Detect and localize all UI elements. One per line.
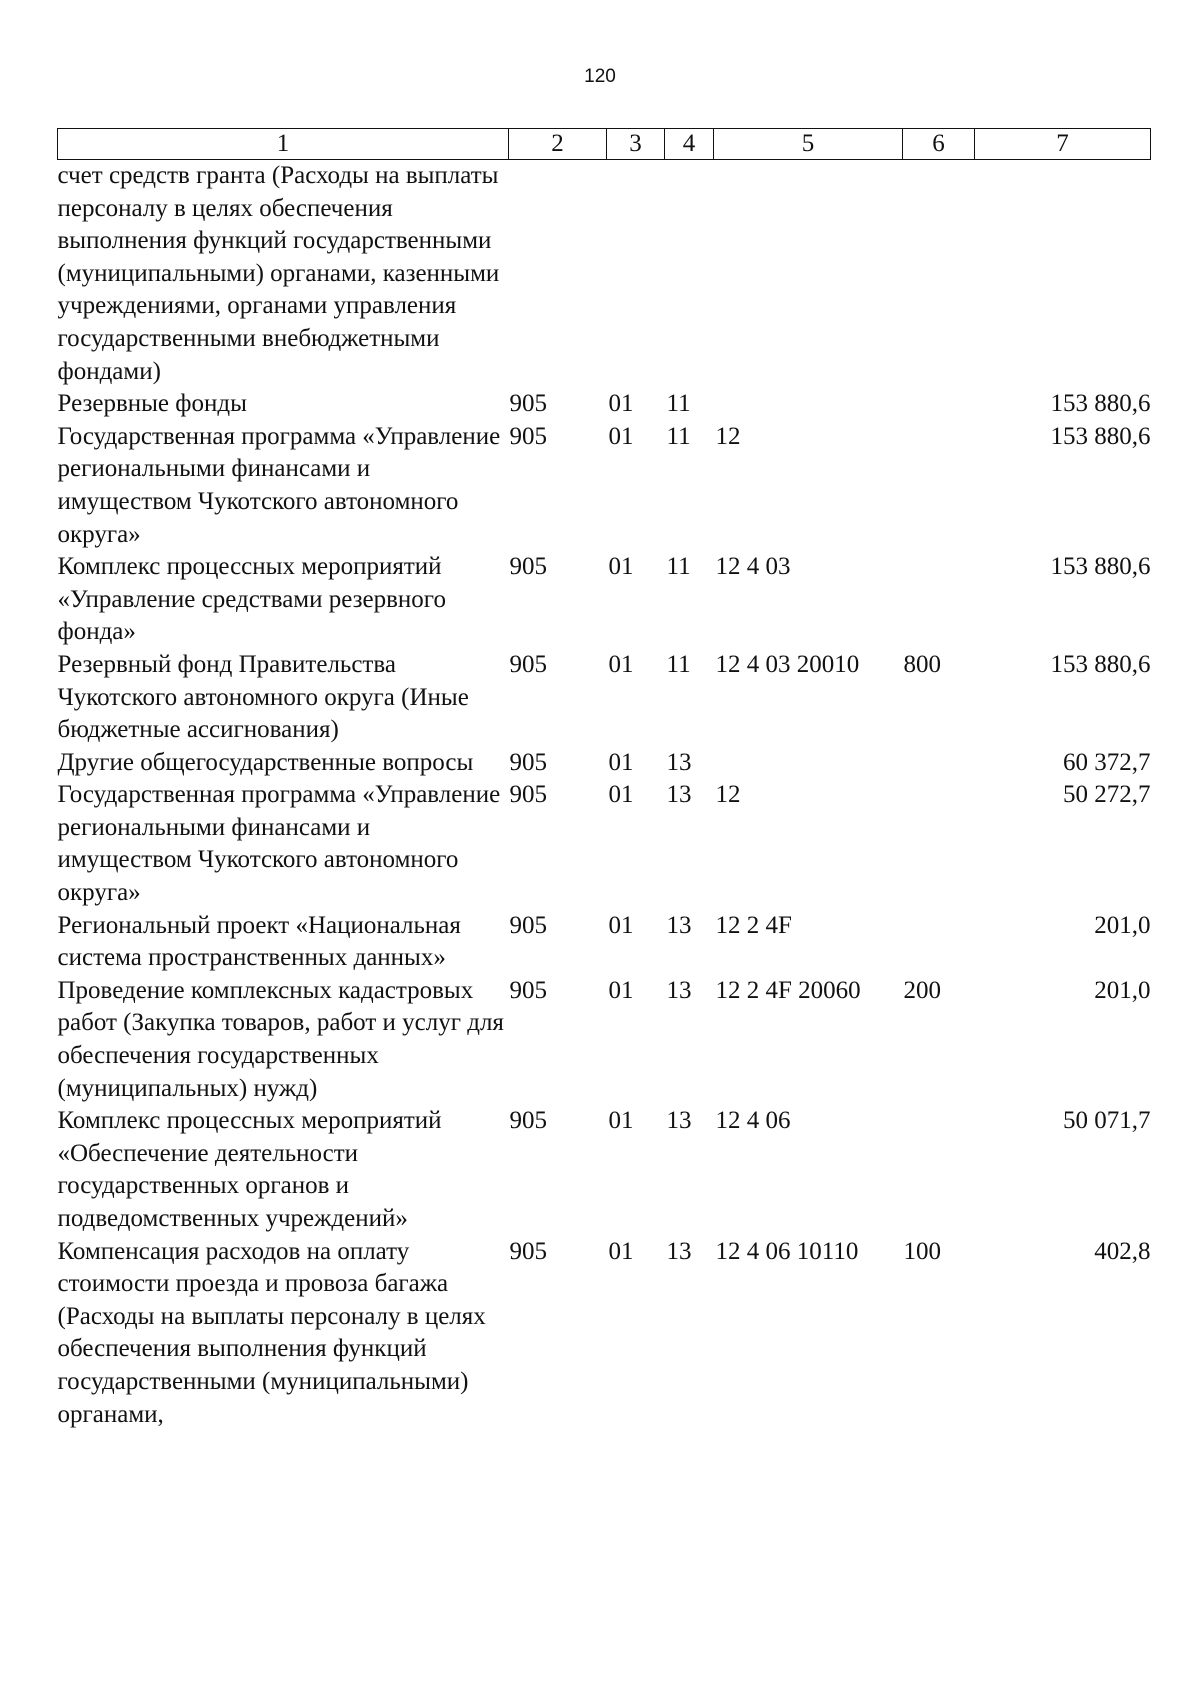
- row-vr: [903, 388, 975, 421]
- header-col-1: 1: [58, 129, 509, 160]
- row-sum: 50 071,7: [1063, 1107, 1151, 1135]
- header-col-2: 2: [509, 129, 607, 160]
- row-gr: 905: [509, 422, 547, 450]
- row-gr: [509, 160, 607, 389]
- row-sum: [975, 160, 1151, 389]
- row-name: Региональный проект «Национальная система пространственных данных»: [57, 911, 461, 972]
- row-name: Государственная программа «Управление региональными финансами и имуществом Чукотского автономного округа»: [57, 781, 501, 907]
- row-pr: 13: [666, 911, 692, 939]
- row-name: Резервный фонд Правительства Чукотского автономного округа (Иные бюджетные ассигнования): [57, 650, 469, 744]
- table-row: [58, 1105, 1151, 1235]
- header-col-6: 6: [903, 129, 975, 160]
- row-pr: [665, 160, 714, 389]
- row-rz: [607, 160, 665, 389]
- table-header: [58, 129, 1151, 160]
- row-csr: 12 4 06: [715, 1107, 791, 1135]
- row-name: Комплекс процессных мероприятий «Обеспечение деятельности государственных органов и подведомственных учреждений»: [57, 1107, 442, 1232]
- row-pr: 13: [666, 781, 692, 809]
- row-rz: 01: [608, 748, 634, 776]
- table-row: [58, 551, 1151, 649]
- header-col-3: 3: [607, 129, 665, 160]
- header-col-7: 7: [975, 129, 1151, 160]
- header-col-4: 4: [665, 129, 714, 160]
- row-csr: [714, 388, 903, 421]
- row-sum: 50 272,7: [1063, 781, 1151, 809]
- row-csr: 12 2 4F 20060: [715, 976, 861, 1004]
- row-csr: 12 4 03 20010: [715, 650, 860, 678]
- row-name: Другие общегосударственные вопросы: [57, 748, 474, 776]
- row-csr: [714, 160, 903, 389]
- row-pr: 11: [666, 390, 691, 418]
- row-vr: 100: [903, 1237, 941, 1265]
- row-rz: 01: [608, 650, 634, 678]
- row-name: Резервные фонды: [57, 390, 247, 418]
- row-sum: 201,0: [1094, 911, 1151, 939]
- row-csr: 12: [715, 781, 741, 809]
- row-name: Проведение комплексных кадастровых работ (Закупка товаров, работ и услуг для обеспечения государственных (муниципальных) нужд): [57, 976, 504, 1102]
- row-pr: 13: [666, 976, 692, 1004]
- table-body: [58, 160, 1151, 1432]
- row-rz: 01: [608, 1237, 634, 1265]
- row-rz: 01: [608, 976, 634, 1004]
- row-csr: [714, 747, 903, 780]
- row-rz: 01: [608, 390, 634, 418]
- table-row: [58, 421, 1151, 551]
- row-rz: 01: [608, 1107, 634, 1135]
- row-name: счет средств гранта (Расходы на выплаты персоналу в целях обеспечения выполнения функций государственными (муниципальными) органами, казенными учреждениями, органами управления государственными внебюджетными фондами): [57, 162, 500, 385]
- row-pr: 11: [666, 422, 691, 450]
- table-row: [58, 388, 1151, 421]
- row-vr: [903, 779, 975, 909]
- row-pr: 11: [666, 553, 691, 581]
- row-name: Комплекс процессных мероприятий «Управление средствами резервного фонда»: [57, 553, 446, 646]
- header-row: [58, 129, 1151, 160]
- table-row: [58, 649, 1151, 747]
- row-pr: 13: [666, 1107, 692, 1135]
- row-rz: 01: [608, 781, 634, 809]
- row-gr: 905: [509, 1237, 547, 1265]
- budget-table: [57, 128, 1151, 1431]
- row-csr: 12 2 4F: [715, 911, 792, 939]
- row-sum: 153 880,6: [1050, 650, 1151, 678]
- row-gr: 905: [509, 1107, 547, 1135]
- row-sum: 153 880,6: [1050, 422, 1151, 450]
- table-row: [58, 910, 1151, 975]
- row-sum: 153 880,6: [1050, 390, 1151, 418]
- row-gr: 905: [509, 911, 547, 939]
- page-number: 120: [584, 66, 616, 87]
- row-vr: [903, 160, 975, 389]
- table-row: [58, 747, 1151, 780]
- row-gr: 905: [509, 781, 547, 809]
- row-sum: 60 372,7: [1063, 748, 1151, 776]
- row-name: Государственная программа «Управление региональными финансами и имуществом Чукотского автономного округа»: [57, 422, 501, 548]
- row-vr: 200: [903, 976, 941, 1004]
- row-sum: 201,0: [1094, 976, 1151, 1004]
- table-row: [58, 1236, 1151, 1432]
- row-csr: 12: [715, 422, 741, 450]
- row-name: Компенсация расходов на оплату стоимости проезда и провоза багажа (Расходы на выплаты персоналу в целях обеспечения выполнения функций государственными (муниципальными) органами,: [57, 1237, 486, 1428]
- row-pr: 13: [666, 1237, 692, 1265]
- row-vr: [903, 1105, 975, 1235]
- row-gr: 905: [509, 748, 547, 776]
- row-csr: 12 4 03: [715, 553, 791, 581]
- row-rz: 01: [608, 422, 634, 450]
- table-row: [58, 779, 1151, 909]
- row-pr: 13: [666, 748, 692, 776]
- row-sum: 402,8: [1094, 1237, 1151, 1265]
- row-sum: 153 880,6: [1050, 553, 1151, 581]
- row-gr: 905: [509, 390, 547, 418]
- row-gr: 905: [509, 976, 547, 1004]
- row-vr: [903, 747, 975, 780]
- row-csr: 12 4 06 10110: [715, 1237, 859, 1265]
- row-gr: 905: [509, 553, 547, 581]
- table-row: [58, 975, 1151, 1105]
- row-rz: 01: [608, 911, 634, 939]
- row-vr: [903, 421, 975, 551]
- row-vr: [903, 910, 975, 975]
- row-vr: 800: [903, 650, 941, 678]
- table-row: [58, 160, 1151, 389]
- header-col-5: 5: [714, 129, 903, 160]
- row-gr: 905: [509, 650, 547, 678]
- row-rz: 01: [608, 553, 634, 581]
- row-pr: 11: [666, 650, 691, 678]
- row-vr: [903, 551, 975, 649]
